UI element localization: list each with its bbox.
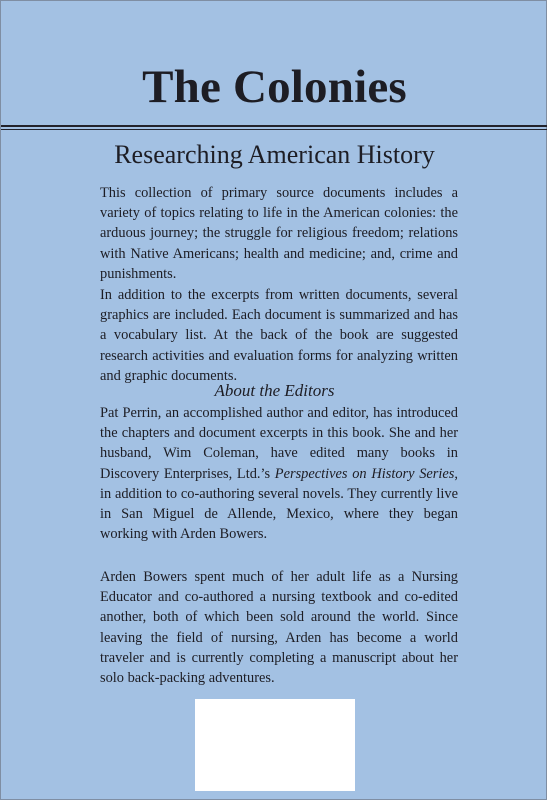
about-editors-heading: About the Editors	[214, 381, 335, 400]
perrin-bio-part2: , in addition to co-authoring several novels. They currently live in San Miguel de Allende, Mexico, where they began working with Arden Bowers.	[100, 465, 458, 543]
bowers-bio-text: Arden Bowers spent much of her adult life as a Nursing Educator and co-authored a nursing textbook and co-edited another, both of which been sold around the world. Since leaving the field of nursing, Arden has become a world traveler and is currently completing a manuscript about her solo back-packing adventures.	[100, 569, 458, 687]
perrin-bio-part1: Pat Perrin, an accomplished author and editor, has introduced the chapters and document excerpts in this book. She and her husband, Wim Coleman, have edited many books in Discovery Enterprises, Ltd.’s	[100, 405, 458, 482]
title-divider	[1, 125, 547, 130]
book-subtitle: Researching American History	[114, 140, 435, 169]
barcode-label-area	[195, 699, 355, 791]
series-name: Perspectives on History Series	[274, 465, 455, 482]
perrin-bio-text	[100, 403, 458, 544]
perrin-bio-paragraph	[100, 403, 458, 544]
intro-paragraph	[100, 183, 458, 284]
details-paragraph	[100, 285, 458, 386]
bowers-bio-paragraph	[100, 567, 458, 688]
divider-thin-line	[1, 129, 547, 130]
book-title: The Colonies	[142, 61, 407, 113]
details-text: In addition to the excerpts from written documents, several graphics are included. Each document is summarized and has a vocabulary list. At the back of the book are suggested research activities and evaluation forms for analyzing written and graphic documents.	[100, 287, 458, 384]
intro-text: This collection of primary source documents includes a variety of topics relating to life in the American colonies: the arduous journey; the struggle for religious freedom; relations with Native Americans; health and medicine; and, crime and punishments.	[100, 185, 458, 282]
